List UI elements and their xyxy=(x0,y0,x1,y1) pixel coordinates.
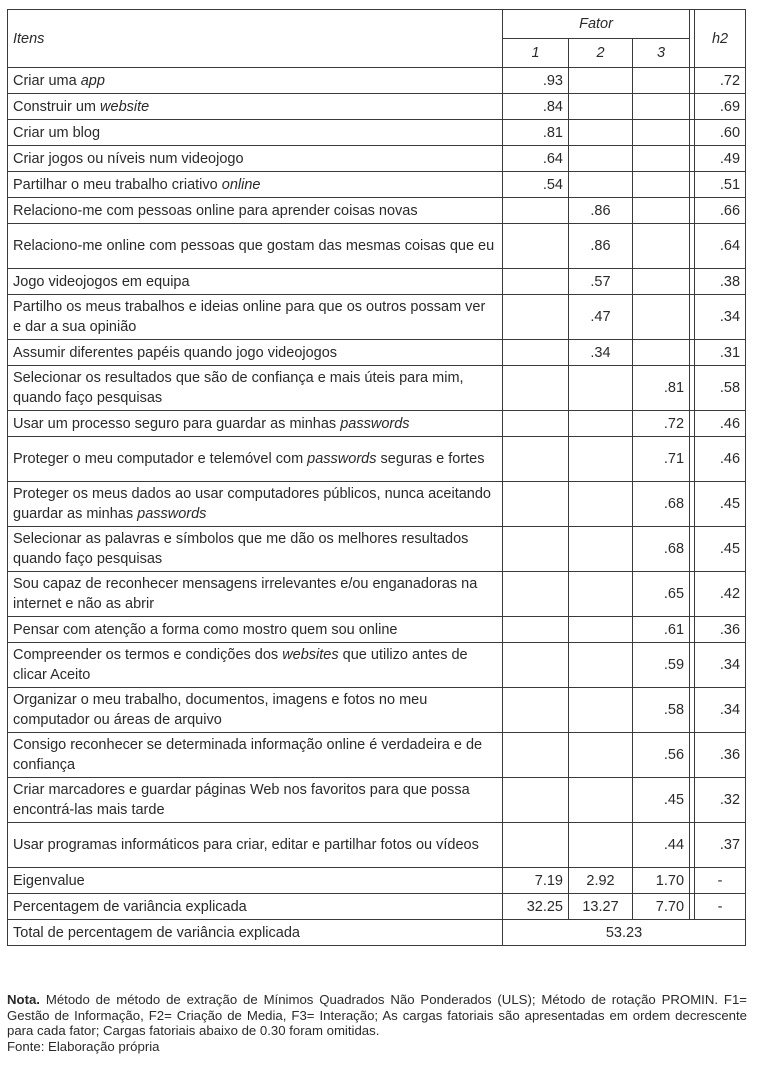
loading-f2: .47 xyxy=(569,295,633,340)
table-row xyxy=(8,527,746,572)
communality-h2: .37 xyxy=(695,823,746,868)
table-row xyxy=(8,172,746,198)
loading-f3: .68 xyxy=(633,482,690,527)
item-label xyxy=(8,146,503,172)
loading-f1: .84 xyxy=(503,94,569,120)
loading-f2 xyxy=(569,823,633,868)
item-text-pre: Criar um blog xyxy=(13,124,101,141)
factor-3-header: 3 xyxy=(633,39,690,68)
item-text-pre: Compreender os termos e condições dos xyxy=(13,647,283,663)
item-text-pre: Pensar com atenção a forma como mostro quem sou online xyxy=(13,621,398,638)
table-row xyxy=(8,366,746,411)
item-text-pre: Relaciono-me com pessoas online para aprender coisas novas xyxy=(13,202,418,219)
table-row xyxy=(8,823,746,868)
loading-f3 xyxy=(633,146,690,172)
item-text-em: website xyxy=(100,98,150,115)
loading-f1: .54 xyxy=(503,172,569,198)
item-text-pre: Organizar o meu trabalho, documentos, imagens e fotos no meu computador ou áreas de arquivo xyxy=(13,692,428,728)
loading-f2 xyxy=(569,437,633,482)
loading-f2 xyxy=(569,120,633,146)
factor-loadings-table xyxy=(7,9,746,946)
item-text-pre: Proteger o meu computador e telemóvel com xyxy=(13,451,308,467)
factor-2-header: 2 xyxy=(569,39,633,68)
loading-f2 xyxy=(569,146,633,172)
loading-f2 xyxy=(569,172,633,198)
variance-f2: 13.27 xyxy=(569,894,633,920)
loading-f1: .81 xyxy=(503,120,569,146)
communality-h2: .58 xyxy=(695,366,746,411)
total-value: 53.23 xyxy=(503,920,746,946)
item-text-em: websites xyxy=(282,647,339,663)
communality-h2: .51 xyxy=(695,172,746,198)
loading-f1 xyxy=(503,224,569,269)
table-row xyxy=(8,572,746,617)
communality-h2: .72 xyxy=(695,68,746,94)
loading-f3: .68 xyxy=(633,527,690,572)
total-label: Total de percentagem de variância explicada xyxy=(8,920,503,946)
item-label xyxy=(8,527,503,572)
loading-f1 xyxy=(503,527,569,572)
note-label: Nota. xyxy=(7,992,40,1007)
item-label xyxy=(8,172,503,198)
item-text-pre: Construir um xyxy=(13,98,101,115)
item-text-em: app xyxy=(80,72,105,89)
table-row xyxy=(8,340,746,366)
item-label xyxy=(8,437,503,482)
table-row xyxy=(8,437,746,482)
communality-h2: .34 xyxy=(695,688,746,733)
loading-f3 xyxy=(633,224,690,269)
item-label xyxy=(8,688,503,733)
table-row xyxy=(8,224,746,269)
loading-f2: .34 xyxy=(569,340,633,366)
communality-h2: .31 xyxy=(695,340,746,366)
item-text-pre: Sou capaz de reconhecer mensagens irrelevantes e/ou enganadoras na internet e não as abrir xyxy=(13,576,478,612)
item-label xyxy=(8,340,503,366)
communality-h2: .66 xyxy=(695,198,746,224)
table-row xyxy=(8,643,746,688)
table-body xyxy=(8,68,746,946)
item-text-em: online xyxy=(221,176,261,193)
loading-f1 xyxy=(503,733,569,778)
item-text-pre: Partilhar o meu trabalho criativo xyxy=(13,176,222,193)
communality-h2: .46 xyxy=(695,411,746,437)
communality-h2: .45 xyxy=(695,482,746,527)
loading-f3 xyxy=(633,340,690,366)
communality-h2: .60 xyxy=(695,120,746,146)
loading-f3: .58 xyxy=(633,688,690,733)
variance-f1: 32.25 xyxy=(503,894,569,920)
loading-f3: .56 xyxy=(633,733,690,778)
loading-f1 xyxy=(503,411,569,437)
item-text-pre: Criar uma xyxy=(13,72,81,89)
item-label xyxy=(8,411,503,437)
communality-h2: .46 xyxy=(695,437,746,482)
item-text-em: passwords xyxy=(137,506,207,522)
variance-row xyxy=(8,894,746,920)
loading-f3: .72 xyxy=(633,411,690,437)
loading-f1: .93 xyxy=(503,68,569,94)
item-text-em: passwords xyxy=(307,451,377,467)
item-label xyxy=(8,198,503,224)
loading-f3 xyxy=(633,68,690,94)
communality-h2: .36 xyxy=(695,733,746,778)
table-row xyxy=(8,778,746,823)
table-row xyxy=(8,482,746,527)
loading-f2 xyxy=(569,411,633,437)
eigenvalue-f2: 2.92 xyxy=(569,868,633,894)
loading-f1 xyxy=(503,295,569,340)
loading-f1 xyxy=(503,482,569,527)
loading-f1 xyxy=(503,688,569,733)
loading-f3 xyxy=(633,120,690,146)
loading-f3 xyxy=(633,269,690,295)
variance-f3: 7.70 xyxy=(633,894,690,920)
loading-f3 xyxy=(633,295,690,340)
loading-f3 xyxy=(633,198,690,224)
loading-f3 xyxy=(633,94,690,120)
item-text-em: passwords xyxy=(340,415,410,432)
item-text-pre: Partilho os meus trabalhos e ideias online para que os outros possam ver e dar a sua opinião xyxy=(13,299,486,335)
communality-h2: .69 xyxy=(695,94,746,120)
item-label xyxy=(8,778,503,823)
note-text xyxy=(7,992,747,1039)
item-text-pre: Selecionar os resultados que são de confiança e mais úteis para mim, quando faço pesquisas xyxy=(13,370,464,406)
loading-f2: .86 xyxy=(569,198,633,224)
item-text-pre: Consigo reconhecer se determinada informação online é verdadeira e de confiança xyxy=(13,737,483,773)
loading-f1 xyxy=(503,269,569,295)
table-row xyxy=(8,269,746,295)
loading-f2 xyxy=(569,778,633,823)
eigenvalue-row xyxy=(8,868,746,894)
loading-f2: .57 xyxy=(569,269,633,295)
variance-h2: - xyxy=(695,894,746,920)
item-text-pre: Criar jogos ou níveis num videojogo xyxy=(13,150,244,167)
loading-f1 xyxy=(503,823,569,868)
communality-h2: .34 xyxy=(695,643,746,688)
loading-f3: .44 xyxy=(633,823,690,868)
item-text-pre: Assumir diferentes papéis quando jogo videojogos xyxy=(13,344,338,361)
item-text-pre: Jogo videojogos em equipa xyxy=(13,273,190,290)
loading-f3: .59 xyxy=(633,643,690,688)
table-row xyxy=(8,411,746,437)
eigenvalue-f3: 1.70 xyxy=(633,868,690,894)
communality-h2: .42 xyxy=(695,572,746,617)
note-source: Fonte: Elaboração própria xyxy=(7,1038,160,1054)
item-text-pre: Usar um processo seguro para guardar as minhas xyxy=(13,415,341,432)
loading-f1 xyxy=(503,198,569,224)
variance-label: Percentagem de variância explicada xyxy=(8,894,503,920)
item-text-pre: Criar marcadores e guardar páginas Web nos favoritos para que possa encontrá-las mais tarde xyxy=(13,782,470,818)
item-label xyxy=(8,120,503,146)
table-note xyxy=(7,992,747,1054)
item-label xyxy=(8,366,503,411)
item-label xyxy=(8,823,503,868)
loading-f1 xyxy=(503,340,569,366)
item-label xyxy=(8,617,503,643)
loading-f3 xyxy=(633,172,690,198)
table-row xyxy=(8,688,746,733)
communality-h2: .36 xyxy=(695,617,746,643)
item-label xyxy=(8,572,503,617)
loading-f3: .71 xyxy=(633,437,690,482)
item-text-post: seguras e fortes xyxy=(376,451,485,467)
table-row xyxy=(8,198,746,224)
loading-f2 xyxy=(569,94,633,120)
item-label xyxy=(8,482,503,527)
loading-f1 xyxy=(503,778,569,823)
table-row xyxy=(8,120,746,146)
table-row xyxy=(8,295,746,340)
communality-h2: .45 xyxy=(695,527,746,572)
table-row xyxy=(8,733,746,778)
loading-f2 xyxy=(569,68,633,94)
loading-f2 xyxy=(569,482,633,527)
loading-f1 xyxy=(503,572,569,617)
item-text-post: que utilizo antes de clicar Aceito xyxy=(13,647,468,683)
loading-f2 xyxy=(569,366,633,411)
item-text-pre: Selecionar as palavras e símbolos que me dão os melhores resultados quando faço pesquisas xyxy=(13,531,469,567)
factor-1-header: 1 xyxy=(503,39,569,68)
loading-f1 xyxy=(503,366,569,411)
item-label xyxy=(8,733,503,778)
item-label xyxy=(8,643,503,688)
communality-h2: .34 xyxy=(695,295,746,340)
loading-f2 xyxy=(569,688,633,733)
table-row xyxy=(8,146,746,172)
communality-h2: .38 xyxy=(695,269,746,295)
items-header: Itens xyxy=(8,10,503,68)
loading-f2 xyxy=(569,572,633,617)
loading-f2 xyxy=(569,527,633,572)
eigenvalue-f1: 7.19 xyxy=(503,868,569,894)
loading-f2 xyxy=(569,617,633,643)
item-label xyxy=(8,68,503,94)
loading-f1 xyxy=(503,643,569,688)
h2-header: h2 xyxy=(695,10,746,68)
loading-f1 xyxy=(503,617,569,643)
note-body: Método de método de extração de Mínimos Quadrados Não Ponderados (ULS); Método de rotação PROMIN. F1= Gestão de Informação, F2= Criação de Media, F3= Interação; As cargas fatoriais são apresentadas em ordem decrescente para cada fator; Cargas fatoriais abaixo de 0.30 foram omitidas. xyxy=(7,992,747,1038)
loading-f3: .81 xyxy=(633,366,690,411)
item-label xyxy=(8,94,503,120)
total-row xyxy=(8,920,746,946)
fator-header: Fator xyxy=(503,10,690,39)
loading-f2 xyxy=(569,643,633,688)
item-label xyxy=(8,269,503,295)
table-row xyxy=(8,94,746,120)
communality-h2: .64 xyxy=(695,224,746,269)
communality-h2: .49 xyxy=(695,146,746,172)
communality-h2: .32 xyxy=(695,778,746,823)
item-label xyxy=(8,224,503,269)
loading-f3: .45 xyxy=(633,778,690,823)
eigenvalue-label: Eigenvalue xyxy=(8,868,503,894)
loading-f2: .86 xyxy=(569,224,633,269)
loading-f1 xyxy=(503,437,569,482)
loading-f1: .64 xyxy=(503,146,569,172)
table-row xyxy=(8,68,746,94)
item-text-pre: Usar programas informáticos para criar, editar e partilhar fotos ou vídeos xyxy=(13,837,479,853)
item-label xyxy=(8,295,503,340)
loading-f3: .65 xyxy=(633,572,690,617)
eigenvalue-h2: - xyxy=(695,868,746,894)
table-row xyxy=(8,617,746,643)
loading-f3: .61 xyxy=(633,617,690,643)
item-text-pre: Relaciono-me online com pessoas que gostam das mesmas coisas que eu xyxy=(13,238,495,254)
item-text-pre: Proteger os meus dados ao usar computadores públicos, nunca aceitando guardar as minhas xyxy=(13,486,491,522)
loading-f2 xyxy=(569,733,633,778)
